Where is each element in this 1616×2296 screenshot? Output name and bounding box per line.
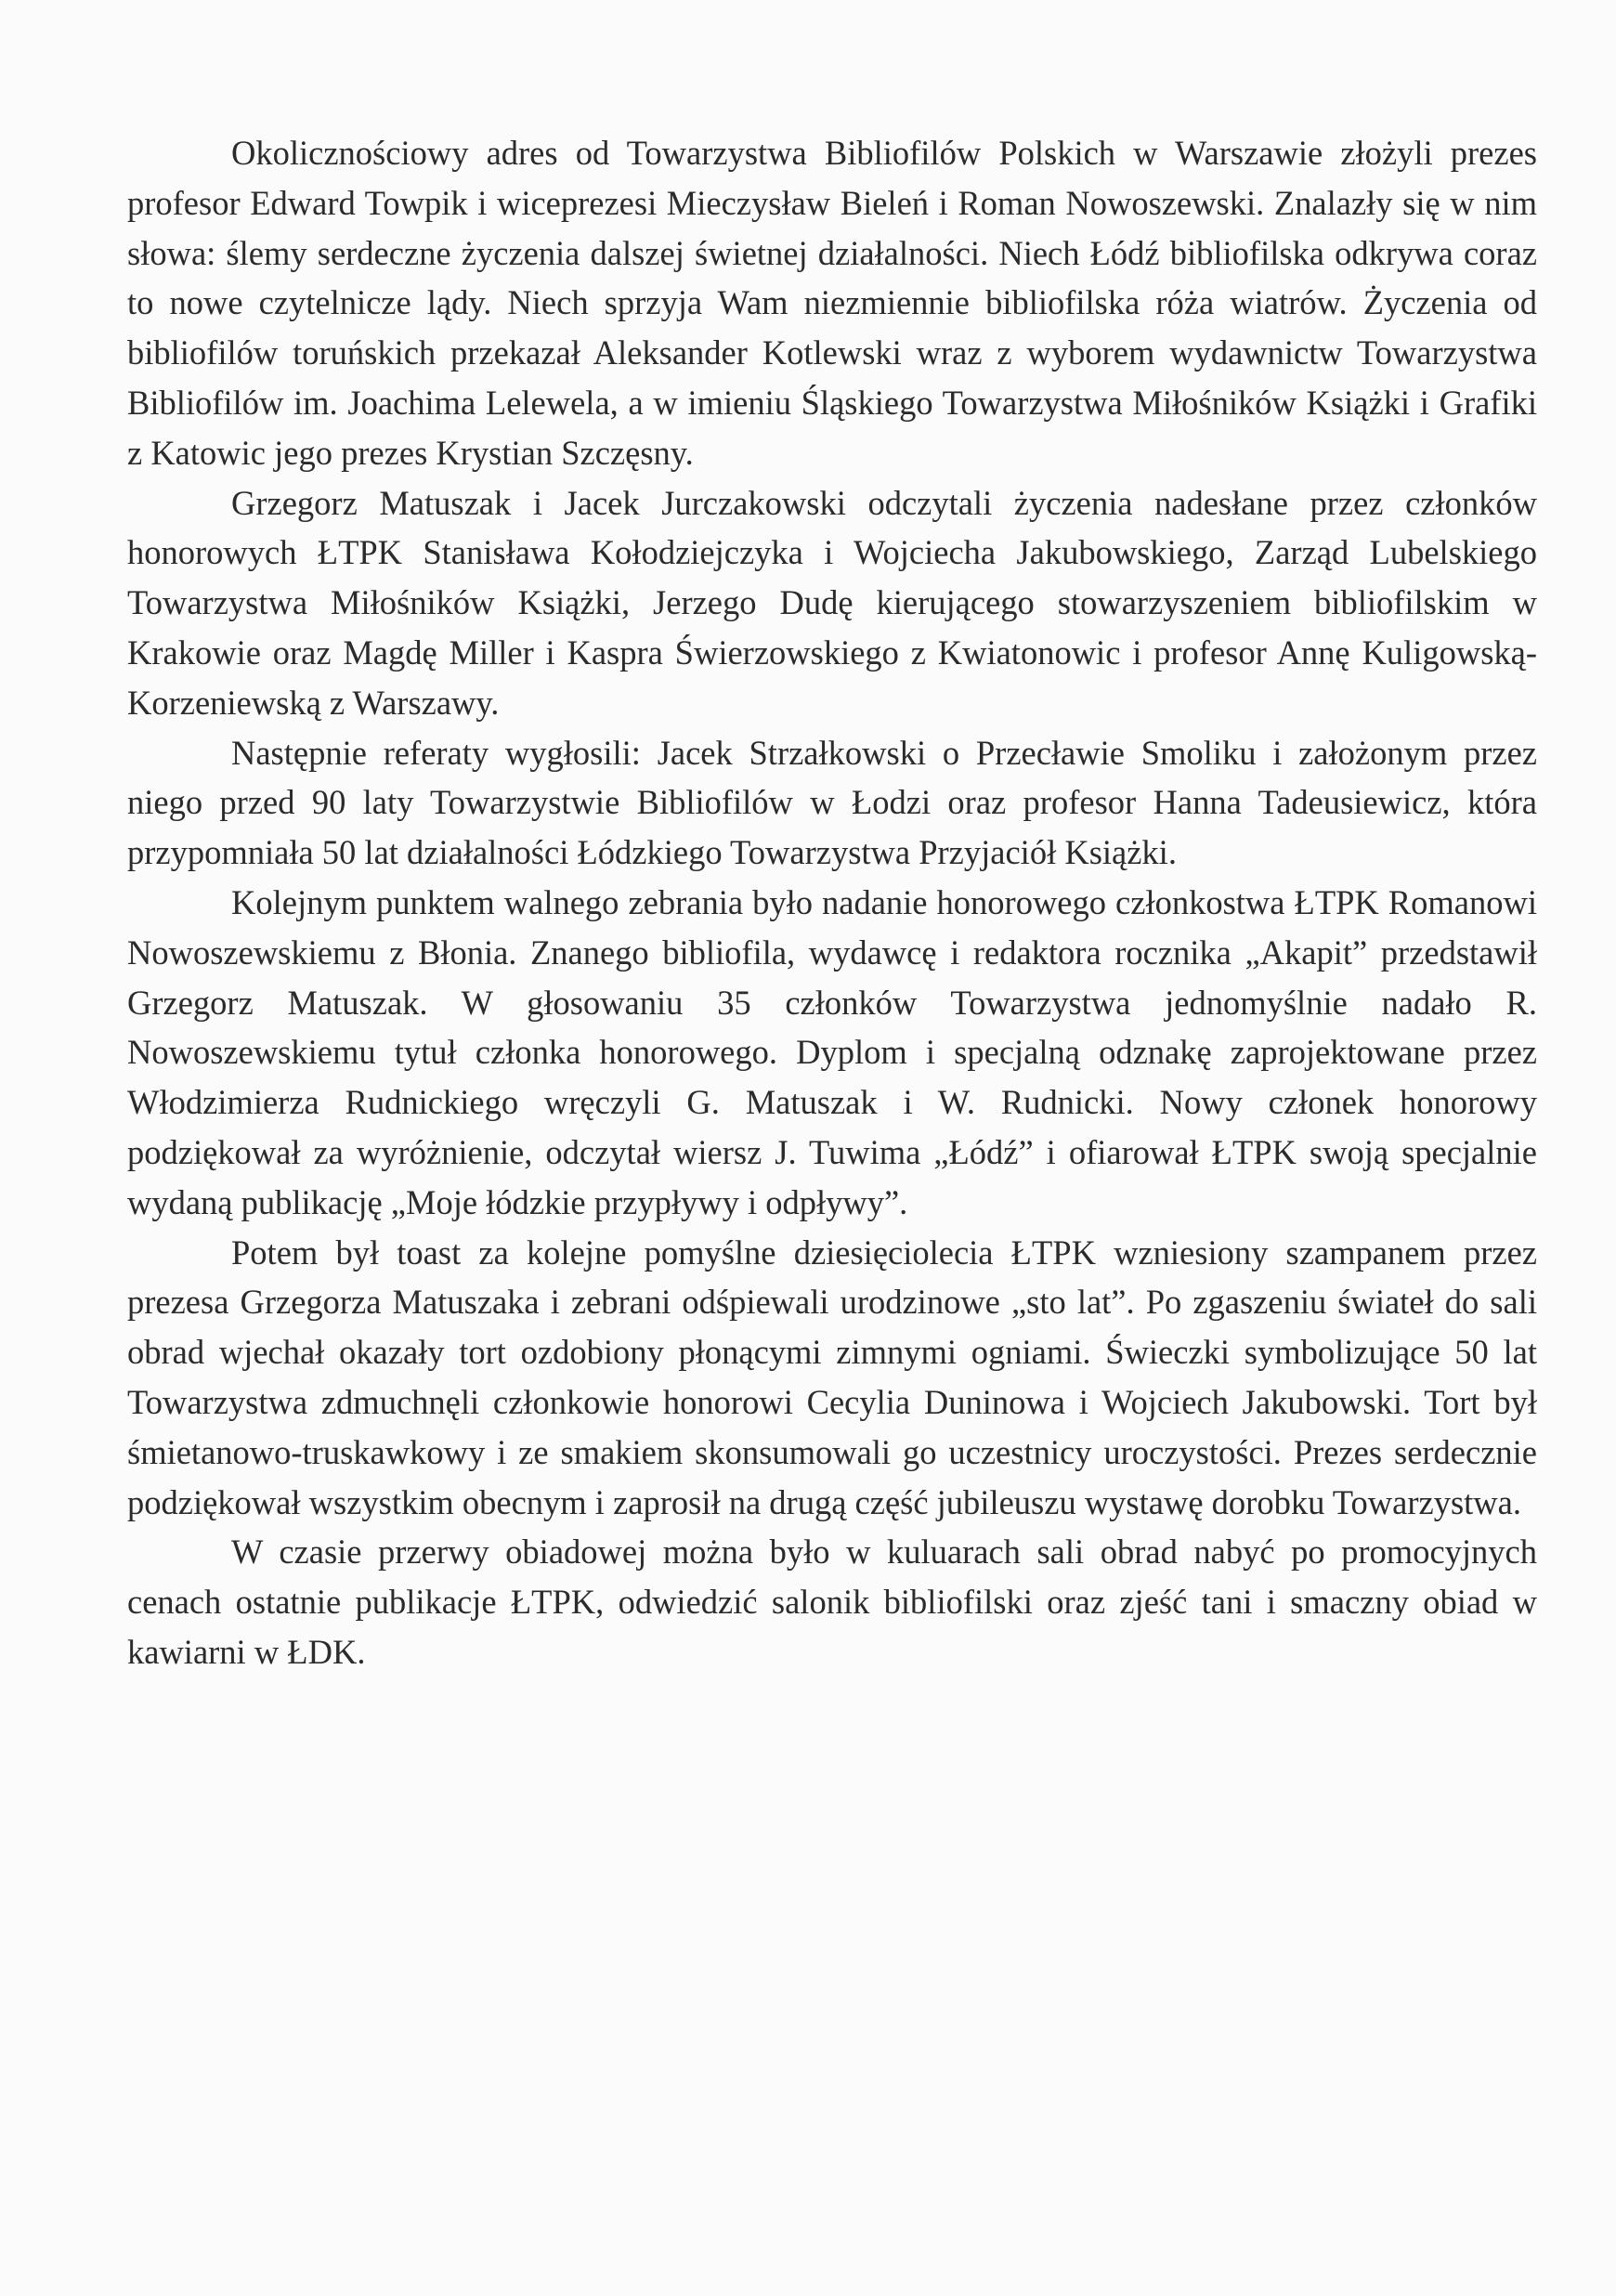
paragraph-4: Kolejnym punktem walnego zebrania było nadanie honorowego członkostwa ŁTPK Romanowi Nowoszewskiemu z Błonia. Znanego bibliofila, wydawcę i redaktora rocznika „Akapit” przedstawił Grzegorz Matuszak. W głosowaniu 35 członków Towarzystwa jednomyślnie nadało R. Nowoszewskiemu tytuł członka honorowego. Dyplom i specjalną odznakę zaprojektowane przez Włodzimierza Rudnickiego wręczyli G. Matuszak i W. Rudnicki. Nowy członek honorowy podziękował za wyróżnienie, odczytał wiersz J. Tuwima „Łódź” i ofiarował ŁTPK swoją specjalnie wydaną publikację „Moje łódzkie przypływy i odpływy”. — [127, 882, 1537, 1221]
paragraph-6: W czasie przerwy obiadowej można było w kuluarach sali obrad nabyć po promocyjnych cenach ostatnie publikacje ŁTPK, odwiedzić salonik bibliofilski oraz zjeść tani i smaczny obiad w kawiarni w ŁDK. — [127, 1533, 1537, 1671]
paragraph-1: Okolicznościowy adres od Towarzystwa Bibliofilów Polskich w Warszawie złożyli prezes profesor Edward Towpik i wiceprezesi Mieczysław Bieleń i Roman Nowoszewski. Znalazły się w nim słowa: ślemy serdeczne życzenia dalszej świetnej działalności. Niech Łódź bibliofilska odkrywa coraz to nowe czytelnicze lądy. Niech sprzyja Wam niezmiennie bibliofilska róża wiatrów. Życzenia od bibliofilów toruńskich przekazał Aleksander Kotlewski wraz z wyborem wydawnictw Towarzystwa Bibliofilów im. Joachima Lelewela, a w imieniu Śląskiego Towarzystwa Miłośników Książki i Grafiki z Katowic jego prezes Krystian Szczęsny. — [127, 134, 1537, 472]
document-body — [127, 128, 1537, 1677]
paragraph-3: Następnie referaty wygłosili: Jacek Strzałkowski o Przecławie Smoliku i założonym przez niego przed 90 laty Towarzystwie Bibliofilów w Łodzi oraz profesor Hanna Tadeusiewicz, która przypomniała 50 lat działalności Łódzkiego Towarzystwa Przyjaciół Książki. — [127, 733, 1537, 872]
paragraph-2: Grzegorz Matuszak i Jacek Jurczakowski odczytali życzenia nadesłane przez członków honorowych ŁTPK Stanisława Kołodziejczyka i Wojciecha Jakubowskiego, Zarząd Lubelskiego Towarzystwa Miłośników Książki, Jerzego Dudę kierującego stowarzyszeniem bibliofilskim w Krakowie oraz Magdę Miller i Kaspra Świerzowskiego z Kwiatonowic i profesor Annę Kuligowską-Korzeniewską z Warszawy. — [127, 483, 1537, 722]
paragraph-5: Potem był toast za kolejne pomyślne dziesięciolecia ŁTPK wzniesiony szampanem przez prezesa Grzegorza Matuszaka i zebrani odśpiewali urodzinowe „sto lat”. Po zgaszeniu świateł do sali obrad wjechał okazały tort ozdobiony płonącymi zimnymi ogniami. Świeczki symbolizujące 50 lat Towarzystwa zdmuchnęli członkowie honorowi Cecylia Duninowa i Wojciech Jakubowski. Tort był śmietanowo-truskawkowy i ze smakiem skonsumowali go uczestnicy uroczystości. Prezes serdecznie podziękował wszystkim obecnym i zaprosił na drugą część jubileuszu wystawę dorobku Towarzystwa. — [127, 1233, 1537, 1521]
